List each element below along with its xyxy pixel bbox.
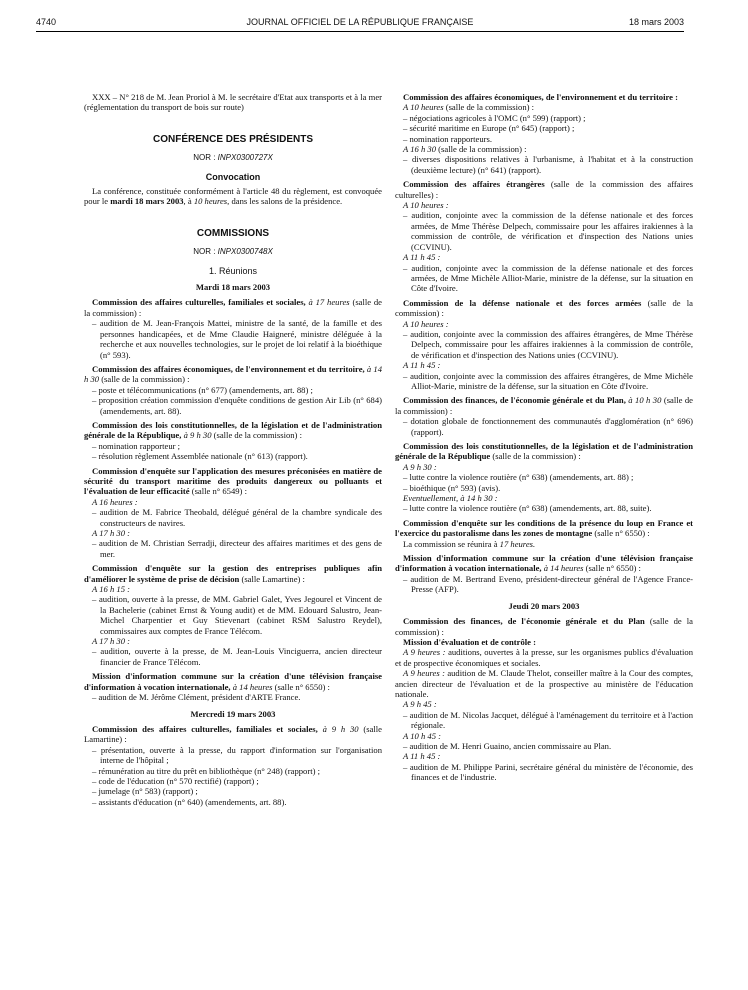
meeting-item: – audition, ouverte à la presse, de M. Jean-Louis Vinciguerra, ancien directeur financier de France Télécom. [92, 646, 382, 667]
meeting-item: – audition de M. Bertrand Eveno, président-directeur général de l'Agence France-Presse (AFP). [403, 573, 693, 595]
meeting-item: – audition, conjointe avec la commission de la défense nationale et des forces armées, de Mme Michèle Alliot-Marie, ministre de la défense, sur la situation en Côte d'Ivoire. [403, 262, 693, 294]
meeting-lois: Commission des lois constitutionnelles, de la législation et de l'administration générale de la République, à 9 h 30 (salle de la commission) : [84, 419, 382, 441]
right-column [395, 92, 693, 783]
meeting-item: – audition, ouverte à la presse, de MM. Gabriel Galet, Yves Jegourel et Vincent de la Bachelerie (cabinet Ernst & Young audit) et de MM. Edouard Salustro, Jean-Michel Charpentier et Guy Stievenart (cabinet RSM Salustro Reydel), commissaires aux comptes de France Télécom. [92, 594, 382, 636]
meeting-affaires-culturelles-wed: Commission des affaires culturelles, familiales et sociales, à 9 h 30 (salle Lamartine) : [84, 723, 382, 745]
meeting-item: – négociations agricoles à l'OMC (n° 599) (rapport) ; [403, 112, 586, 123]
meeting-item: – lutte contre la violence routière (n° 638) (amendements, art. 88) ; [403, 472, 634, 483]
meeting-item: – diverses dispositions relatives à l'urbanisme, à l'habitat et à la construction (deuxième lecture) (n° 641) (rapport). [403, 154, 693, 175]
meeting-item: – audition de M. Jérôme Clément, président d'ARTE France. [92, 692, 301, 703]
meeting-item: – audition, conjointe avec la commission de la défense nationale et des forces armées, de Mme Thérèse Delpech, commissaire pour les affaires irakiennes à la commission de contrôle, de vérification et d'inspection des Nations unies (CCVINU). [403, 210, 693, 252]
issue-date: 18 mars 2003 [628, 17, 684, 27]
meeting-note: La commission se réunira à 17 heures. [403, 538, 536, 549]
meeting-time: A 16 heures : [92, 496, 138, 507]
meeting-time: A 10 heures (salle de la commission) : [403, 102, 535, 113]
meeting-item: – présentation, ouverte à la presse, du rapport d'information sur l'organisation interne de l'hôpital ; [92, 744, 382, 766]
meeting-item: – audition de M. Nicolas Jacquet, délégué à l'aménagement du territoire et à l'action régionale. [403, 709, 693, 731]
meeting-item: – lutte contre la violence routière (n° 638) (amendements, art. 88, suite). [403, 503, 652, 514]
meeting-item: – audition de M. Christian Serradji, directeur des affaires maritimes et des gens de mer. [92, 538, 382, 559]
meeting-item: – sécurité maritime en Europe (n° 645) (rapport) ; [403, 123, 575, 134]
meeting-paragraph: A 9 heures : auditions, ouvertes à la presse, sur les organismes publics d'évaluation et de prospective économiques et sociales. [395, 647, 693, 668]
meeting-item: – audition de M. Jean-François Mattei, ministre de la santé, de la famille et des personnes handicapées, et de Mme Claudie Haigneré, ministre déléguée à la recherche et aux nouvelles technologies, sur le projet de loi relatif à la bioéthique (n° 593). [92, 318, 382, 360]
conference-title: CONFÉRENCE DES PRÉSIDENTS [152, 133, 314, 145]
meeting-affaires-etrangeres: Commission des affaires étrangères (salle de la commission des affaires culturelles) : [395, 179, 693, 200]
day-title-tuesday: Mardi 18 mars 2003 [195, 282, 271, 293]
page-header [36, 17, 684, 32]
meeting-finances-thu: Commission des finances, de l'économie générale et du Plan (salle de la commission) : [395, 616, 693, 637]
meeting-enquete-transport-maritime: Commission d'enquête sur l'application des mesures préconisées en matière de sécurité du transport maritime des produits dangereux ou polluants et l'évaluation de leur efficacité (salle n° 6549) : [84, 465, 382, 497]
meeting-item: – proposition création commission d'enquête conditions de gestion Air Lib (n° 684) (amendements, art. 88). [92, 395, 382, 416]
meeting-finances: Commission des finances, de l'économie générale et du Plan, à 10 h 30 (salle de la commission) : [395, 395, 693, 416]
meeting-item: – nomination rapporteur ; [92, 440, 181, 451]
meeting-enquete-entreprises-publiques: Commission d'enquête sur la gestion des entreprises publiques afin d'améliorer le système de prise de décision (salle Lamartine) : [84, 563, 382, 584]
meeting-time: A 11 h 45 : [403, 252, 441, 263]
day-title-thursday: Jeudi 20 mars 2003 [508, 600, 580, 611]
intro-question: XXX – N° 218 de M. Jean Proriol à M. le secrétaire d'Etat aux transports et à la mer (réglementation du transport de bois sur route) [84, 92, 382, 113]
meeting-time: A 11 h 45 : [403, 360, 441, 371]
meeting-time: A 9 h 30 : [403, 461, 437, 472]
day-title-wednesday: Mercredi 19 mars 2003 [190, 708, 276, 719]
reunions-title: 1. Réunions [208, 265, 258, 276]
meeting-time: A 10 heures : [403, 318, 449, 329]
meeting-affaires-culturelles: Commission des affaires culturelles, familiales et sociales, à 17 heures (salle de la commission) : [84, 297, 382, 318]
meeting-affaires-economiques: Commission des affaires économiques, de l'environnement et du territoire, à 14 h 30 (salle de la commission) : [84, 363, 382, 385]
meeting-time: A 9 h 45 : [403, 699, 437, 710]
meeting-item: – résolution règlement Assemblée nationale (n° 613) (rapport). [92, 451, 308, 462]
meeting-time: A 16 h 30 (salle de la commission) : [403, 144, 527, 155]
meeting-defense-nationale: Commission de la défense nationale et des forces armées (salle de la commission) : [395, 297, 693, 319]
page-number: 4740 [36, 17, 57, 27]
meeting-time: A 10 h 45 : [403, 730, 442, 741]
conference-nor: NOR : INPX0300727X [193, 153, 273, 163]
meeting-item: – bioéthique (n° 593) (avis). [403, 482, 501, 493]
journal-title: JOURNAL OFFICIEL DE LA RÉPUBLIQUE FRANÇAISE [246, 17, 474, 27]
convocation-title: Convocation [205, 171, 261, 182]
meeting-time: A 11 h 45 : [403, 751, 441, 762]
meeting-item: – rémunération au titre du prêt en bibliothèque (n° 248) (rapport) ; [92, 765, 320, 776]
meeting-time: A 10 heures : [403, 200, 449, 211]
meeting-item: – dotation globale de fonctionnement des communautés d'agglomération (n° 696) (rapport). [403, 416, 693, 437]
commissions-nor: NOR : INPX0300748X [193, 247, 273, 257]
meeting-lois-wed: Commission des lois constitutionnelles, de la législation et de l'administration générale de la République (salle de la commission) : [395, 441, 693, 462]
commissions-title: COMMISSIONS [196, 227, 270, 239]
meeting-item: – jumelage (n° 583) (rapport) ; [92, 786, 198, 797]
meeting-time: A 17 h 30 : [92, 636, 131, 647]
meeting-item: – nomination rapporteurs. [403, 133, 493, 144]
meeting-item: – audition, conjointe avec la commission des affaires étrangères, de Mme Thérèse Delpech, commissaire pour les affaires irakiennes à la commission de contrôle, de vérification et d'inspection des Nations unies (CCVINU). [403, 328, 693, 360]
meeting-item: – audition de M. Fabrice Theobald, délégué général de la chambre syndicale des constructeurs de navires. [92, 507, 382, 528]
meeting-paragraph: A 9 heures : audition de M. Claude Thelot, conseiller maître à la Cour des comptes, ancien directeur de l'évaluation et de la prospective au ministère de l'éducation nationale. [395, 668, 693, 699]
meeting-time: Eventuellement, à 14 h 30 : [403, 493, 498, 504]
meeting-item: – code de l'éducation (n° 570 rectifié) (rapport) ; [92, 775, 259, 786]
meeting-item: – poste et télécommunications (n° 677) (amendements, art. 88) ; [92, 384, 313, 395]
meeting-item: – assistants d'éducation (n° 640) (amendements, art. 88). [92, 796, 287, 807]
meeting-item: – audition de M. Philippe Parini, secrétaire général du ministère de l'économie, des finances et de l'industrie. [403, 761, 693, 783]
meeting-affaires-economiques-wed: Commission des affaires économiques, de l'environnement et du territoire : [403, 92, 678, 102]
meeting-enquete-loup: Commission d'enquête sur les conditions de la présence du loup en France et l'exercice du pastoralisme dans les zones de montagne (salle n° 6550) : [395, 517, 693, 539]
convocation-text: La conférence, constituée conformément à l'article 48 du règlement, est convoquée pour le mardi 18 mars 2003, à 10 heures, dans les salons de la présidence. [84, 186, 382, 207]
mission-evaluation-title: Mission d'évaluation et de contrôle : [403, 636, 536, 647]
meeting-time: A 17 h 30 : [92, 528, 131, 538]
meeting-item: – audition, conjointe avec la commission des affaires étrangères, de Mme Michèle Alliot-Marie, ministre de la défense, sur la situation en Côte d'Ivoire. [403, 370, 693, 391]
meeting-item: – audition de M. Henri Guaino, ancien commissaire au Plan. [403, 740, 612, 751]
meeting-mission-television-wed: Mission d'information commune sur la création d'une télévision française d'information à vocation internationale, à 14 heures (salle n° 6550) : [395, 553, 693, 574]
meeting-time: A 16 h 15 : [92, 584, 131, 595]
left-column [84, 92, 382, 807]
meeting-mission-television: Mission d'information commune sur la création d'une télévision française d'information à vocation internationale, à 14 heures (salle n° 6550) : [84, 671, 382, 692]
